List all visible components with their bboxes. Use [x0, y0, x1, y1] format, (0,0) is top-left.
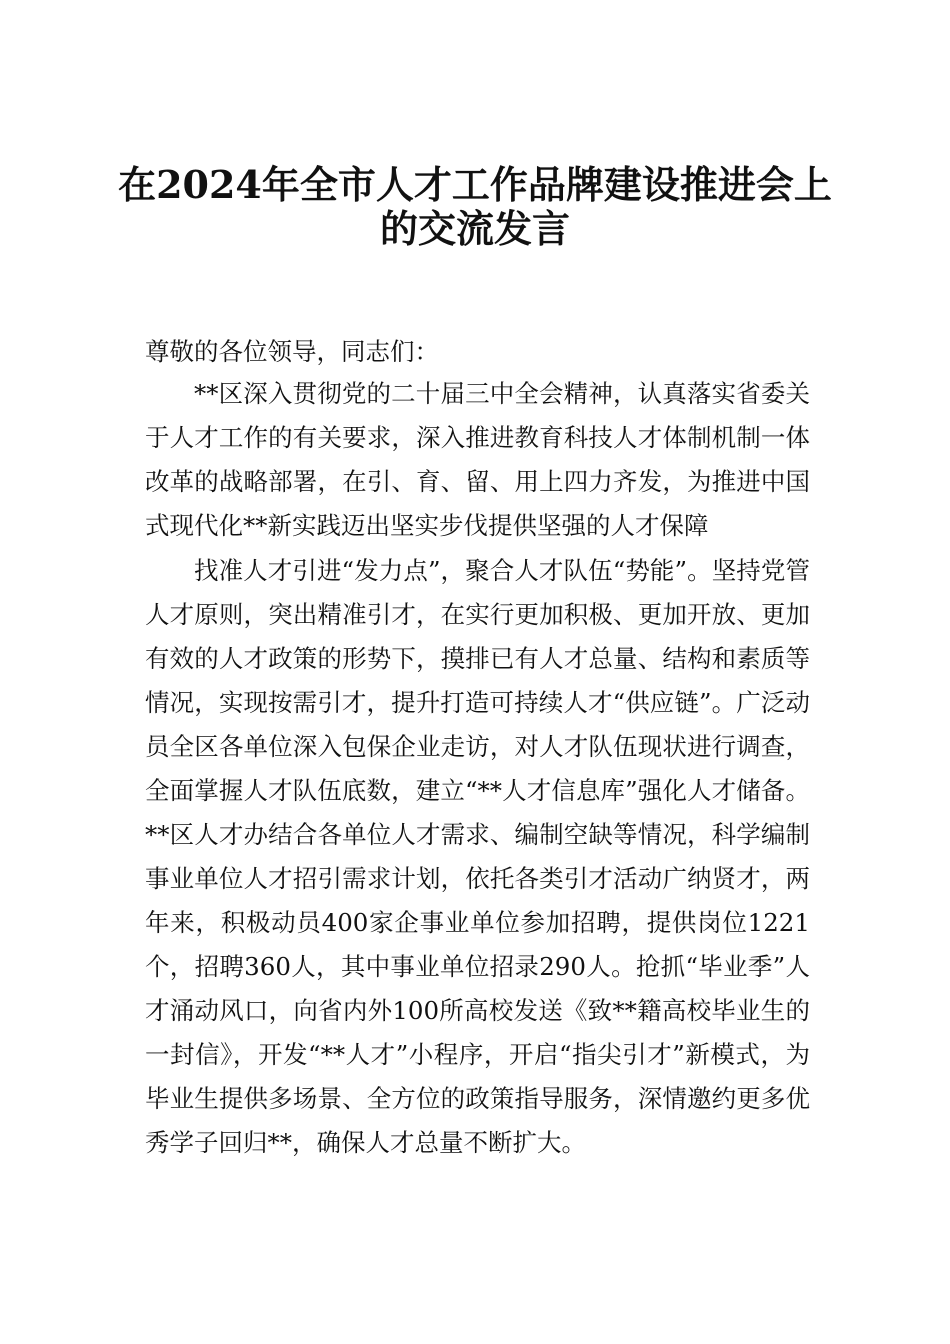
- document-title-line-1: 在2024年全市人才工作品牌建设推进会上: [118, 162, 832, 207]
- greeting: 尊敬的各位领导，同志们：: [145, 337, 439, 366]
- paragraph-2: 找准人才引进“发力点”，聚合人才队伍“势能”。坚持党管人才原则，突出精准引才，在实行更加积极、更加开放、更加有效的人才政策的形势下，摸排已有人才总量、结构和素质等情况，实现按需引才，提升打造可持续人才“供应链”。广泛动员全区各单位深入包保企业走访，对人才队伍现状进行调查，全面掌握人才队伍底数，建立“**人才信息库”强化人才储备。**区人才办结合各单位人才需求、编制空缺等情况，科学编制事业单位人才招引需求计划，依托各类引才活动广纳贤才，两年来，积极动员400家企事业单位参加招聘，提供岗位1221个，招聘360人，其中事业单位招录290人。抢抓“毕业季”人才涌动风口，向省内外100所高校发送《致**籍高校毕业生的一封信》，开发“**人才”小程序，开启“指尖引才”新模式，为毕业生提供多场景、全方位的政策指导服务，深情邀约更多优秀学子回归**，确保人才总量不断扩大。: [145, 556, 810, 1157]
- document-title-line-2: 的交流发言: [379, 206, 570, 251]
- paragraph-1: **区深入贯彻党的二十届三中全会精神，认真落实省委关于人才工作的有关要求，深入推进教育科技人才体制机制一体改革的战略部署，在引、育、留、用上四力齐发，为推进中国式现代化**新实践迈出坚实步伐提供坚强的人才保障: [145, 379, 810, 540]
